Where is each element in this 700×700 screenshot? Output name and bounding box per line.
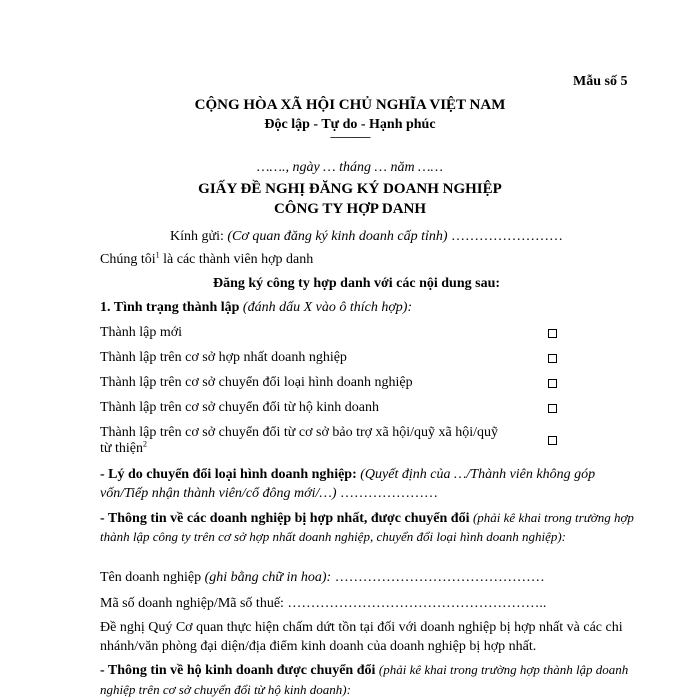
termination-request: Đề nghị Quý Cơ quan thực hiện chấm dứt tồn tại đối với doanh nghiệp bị hợp nhất và các chi nhánh/văn phòng đại diện/địa điểm kinh doanh của doanh nghiệp bị hợp nhất. [100, 620, 623, 654]
reason-label: - Lý do chuyển đổi loại hình doanh nghiệp: [100, 467, 357, 482]
subheading: Đăng ký công ty hợp danh với các nội dung sau: [213, 276, 501, 291]
tax-code-dots: ……………………………………………….. [287, 596, 547, 611]
option-label-line2: từ thiện$^2$ [100, 439, 147, 456]
intro-line [100, 252, 313, 268]
reason-paragraph [100, 465, 640, 503]
checkbox-household-conversion[interactable] [548, 404, 557, 413]
intro-text-after: là các thành viên hợp danh [163, 252, 314, 267]
option-label: Thành lập mới [100, 325, 183, 340]
date-line: ……., ngày … tháng … năm …… [257, 160, 443, 175]
household-info-label: - Thông tin về hộ kinh doanh được chuyển đổi [100, 663, 376, 678]
tax-code-label: Mã số doanh nghiệp/Mã số thuế: [100, 596, 284, 611]
tax-code-line [100, 596, 546, 612]
merged-info-note: (phải kê khai trong trường hợp thành lập công ty trên cơ sở hợp nhất doanh nghiệp, chuyển đổi loại hình doanh nghiệp): [100, 510, 634, 544]
recipient-dots: …………………… [451, 229, 564, 244]
section1-title: 1. Tình trạng thành lập [100, 300, 240, 315]
merged-info-paragraph [100, 509, 640, 547]
footnote-marker: 2 [142, 439, 147, 449]
recipient-value: (Cơ quan đăng ký kinh doanh cấp tỉnh) [227, 229, 448, 244]
company-name-label: Tên doanh nghiệp [100, 570, 202, 585]
reason-note: (Quyết định của …/Thành viên không góp vốn/Tiếp nhận thành viên/cổ đông mới/…) [100, 467, 596, 501]
header-divider: --------------- [330, 131, 370, 143]
merged-info-label: - Thông tin về các doanh nghiệp bị hợp nhất, được chuyển đổi [100, 511, 470, 526]
intro-text-before: Chúng tôi [100, 252, 156, 267]
footnote-marker: 1 [155, 250, 160, 260]
section1-note: (đánh dấu X vào ô thích hợp): [242, 300, 413, 315]
recipient-line [170, 229, 563, 245]
checkbox-charity-conversion[interactable] [548, 436, 557, 445]
document-title-line1: GIẤY ĐỀ NGHỊ ĐĂNG KÝ DOANH NGHIỆP [198, 181, 502, 197]
document-title-line2: CÔNG TY HỢP DANH [273, 201, 427, 217]
recipient-label: Kính gửi: [170, 229, 224, 244]
company-name-dots: ……………………………………… [334, 570, 545, 585]
option-label-line1: Thành lập trên cơ sở chuyển đổi từ cơ sở bảo trợ xã hội/quỹ xã hội/quỹ [100, 425, 499, 440]
company-name-note: (ghi bằng chữ in hoa): [204, 570, 332, 585]
national-motto: Độc lập - Tự do - Hạnh phúc [264, 117, 436, 132]
option-label: Thành lập trên cơ sở chuyển đổi từ hộ kinh doanh [100, 400, 380, 415]
option-label: Thành lập trên cơ sở chuyển đổi loại hình doanh nghiệp [100, 375, 413, 390]
option-label: Thành lập trên cơ sở hợp nhất doanh nghiệp [100, 350, 347, 365]
form-number: Mẫu số 5 [573, 74, 628, 89]
country-name: CỘNG HÒA XÃ HỘI CHỦ NGHĨA VIỆT NAM [194, 97, 506, 113]
checkbox-merger[interactable] [548, 354, 557, 363]
section1-heading [100, 300, 412, 316]
reason-dots: ………………… [340, 486, 439, 501]
household-info-paragraph [100, 660, 640, 700]
company-name-line [100, 570, 545, 586]
checkbox-type-conversion[interactable] [548, 379, 557, 388]
household-info-note: (phải kê khai trong trường hợp thành lập doanh nghiệp trên cơ sở chuyển đổi từ hộ kinh doanh): [100, 662, 629, 697]
checkbox-new[interactable] [548, 329, 557, 338]
